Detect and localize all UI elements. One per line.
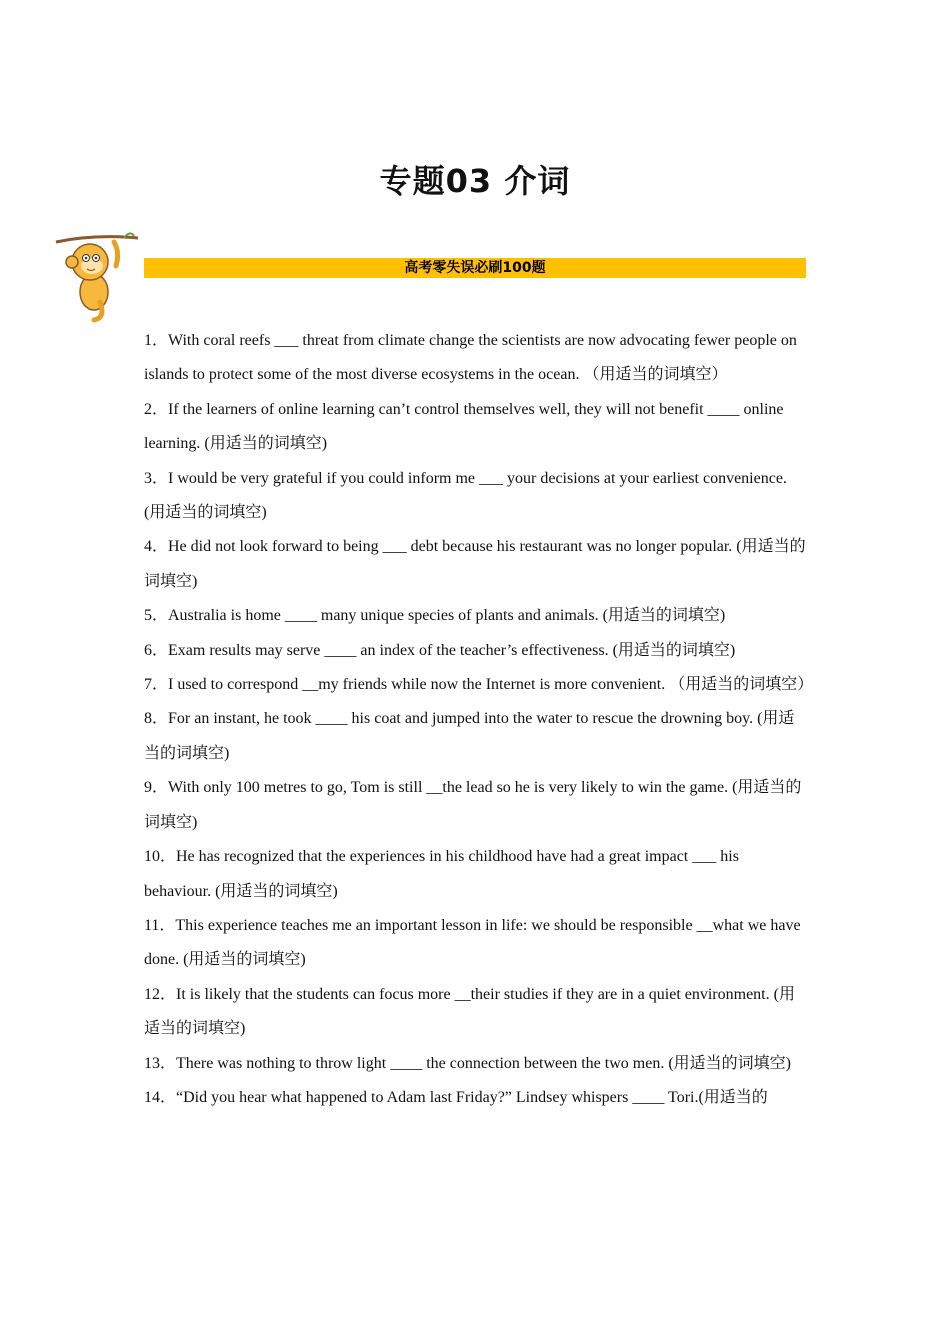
monkey-mascot-icon — [54, 232, 140, 324]
question-item: 8．For an instant, he took ____ his coat and jumped into the water to rescue the drowning boy. (用适当的词填空) — [144, 710, 795, 762]
question-item: 9．With only 100 metres to go, Tom is still __the lead so he is very likely to win the game. (用适当的词填空) — [144, 779, 802, 831]
question-item: 7．I used to correspond __my friends while now the Internet is more convenient. （用适当的词填空） — [144, 676, 814, 694]
question-item: 14．“Did you hear what happened to Adam last Friday?” Lindsey whispers ____ Tori.(用适当的 — [144, 1088, 768, 1106]
question-list — [144, 324, 814, 1115]
question-item: 13．There was nothing to throw light ____ the connection between the two men. (用适当的词填空) — [144, 1054, 791, 1072]
question-item: 2．If the learners of online learning can’t control themselves well, they will not benefit ____ online learning. (用适当的词填空) — [144, 400, 784, 453]
question-item: 4．He did not look forward to being ___ debt because his restaurant was no longer popular. (用适当的词填空) — [144, 538, 806, 590]
question-item: 6．Exam results may serve ____ an index of the teacher’s effectiveness. (用适当的词填空) — [144, 641, 736, 659]
question-item: 11．This experience teaches me an important lesson in life: we should be responsible __what we have done. (用适当的词填空) — [144, 916, 801, 969]
question-item: 3．I would be very grateful if you could inform me ___ your decisions at your earliest convenience. (用适当的词填空) — [144, 469, 787, 522]
question-item: 10．He has recognized that the experiences in his childhood have had a great impact ___ his behaviour. (用适当的词填空) — [144, 848, 739, 900]
question-item: 1．With coral reefs ___ threat from climate change the scientists are now advocating fewer people on islands to protect some of the most diverse ecosystems in the ocean. （用适当的词填空） — [144, 332, 797, 384]
question-item: 12．It is likely that the students can focus more __their studies if they are in a quiet environment. (用适当的词填空) — [144, 985, 795, 1038]
page-title: 专题03 介词 — [379, 162, 571, 200]
question-item: 5．Australia is home ____ many unique species of plants and animals. (用适当的词填空) — [144, 607, 726, 625]
banner: 高考零失误必刷100题 — [144, 258, 806, 278]
